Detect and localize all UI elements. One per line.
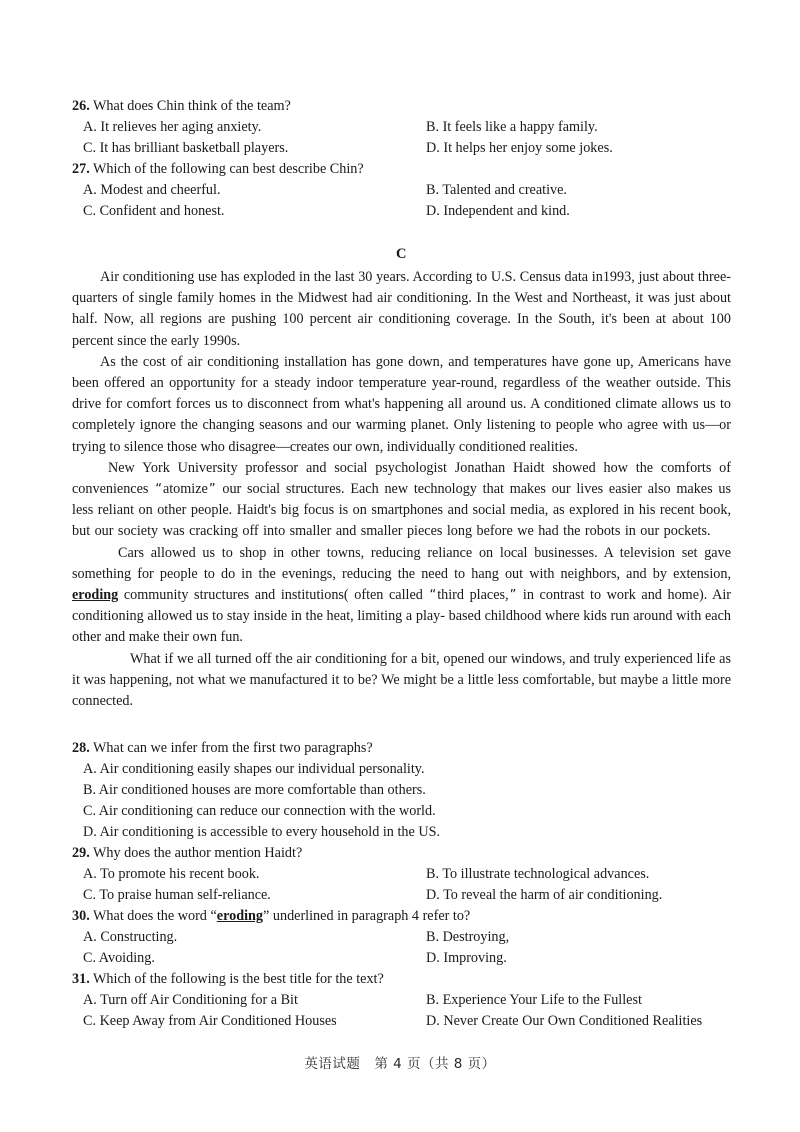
option-key: C. [83,140,97,156]
question-27-number: 27. [72,161,90,177]
question-31-number: 31. [72,971,90,988]
p4-after-2: in contrast to work and home). Air conditioning allowed us to stay inside in the heat, limiting a play- based childhood where kids run around with each other and make their own fun. [72,587,732,646]
option-text: Air conditioning is accessible to every household in the US. [99,824,441,841]
quote-open-icon: “ [210,908,217,925]
option-key: B. [426,119,440,135]
option-text: It has brilliant basketball players. [99,140,289,156]
option-key: D. [426,887,440,904]
question-28 [72,738,731,843]
question-29-number: 29. [72,845,90,862]
question-31-options-row-1 [72,990,731,1011]
question-30 [72,906,731,969]
question-27-option-b[interactable] [426,180,567,201]
question-31 [72,969,731,1032]
question-30-option-a[interactable] [83,927,426,948]
option-text: To praise human self-reliance. [99,887,271,904]
question-31-option-c[interactable] [83,1011,426,1032]
option-key: D. [426,203,440,219]
passage-paragraph-4 [72,543,731,649]
option-text: Never Create Our Own Conditioned Realities [443,1013,703,1030]
passage-questions-gap [72,712,731,738]
option-key: B. [426,992,440,1009]
passage-paragraph-2: As the cost of air conditioning installation has gone down, and temperatures have gone up, Americans have been offered an opportunity for a steady indoor temperature year-round, regardless of the weather outside. This drive for comfort forces us to disconnect from what's happening all around us. A conditioned climate allows us to completely ignore the changing seasons and our warming planet. Only listening to people who agree with us—or trying to silence those who disagree—creates our own, individually conditioned realities. [72,353,731,455]
question-26-option-b[interactable] [426,117,598,138]
option-key: A. [83,866,97,883]
passage-letter-c: C [396,246,407,262]
option-key: B. [426,182,440,198]
option-key: B. [426,866,440,883]
question-31-stem [72,969,731,990]
option-text: Destroying, [442,929,510,946]
question-29-stem [72,843,731,864]
question-31-stem-text: Which of the following is the best title for the text? [93,971,384,988]
passage-paragraph-5: What if we all turned off the air conditioning for a bit, opened our windows, and truly experienced life as it was happening, not what we manufactured it to be? We might be a little less comfortable, but maybe a little more connected. [72,650,731,710]
question-30-option-c[interactable] [83,948,426,969]
option-text: Improving. [443,950,507,967]
question-31-option-d[interactable] [426,1011,702,1032]
option-text: To reveal the harm of air conditioning. [443,887,663,904]
question-26-option-a[interactable] [83,117,426,138]
question-26-options-row-2 [72,138,731,159]
option-key: C. [83,887,97,904]
option-text: Independent and kind. [443,203,570,219]
question-29-option-c[interactable] [83,885,426,906]
page-footer [0,1052,800,1072]
option-key: C. [83,950,97,967]
option-key: D. [426,950,440,967]
question-31-option-a[interactable] [83,990,426,1011]
question-29-option-d[interactable] [426,885,662,906]
question-28-stem-text: What can we infer from the first two paragraphs? [93,740,373,757]
question-26-option-d[interactable] [426,138,613,159]
option-text: To promote his recent book. [100,866,260,883]
option-key: A. [83,119,97,135]
option-text: It relieves her aging anxiety. [100,119,262,135]
option-text: It helps her enjoy some jokes. [443,140,613,156]
option-text: Constructing. [100,929,178,946]
footer-text: 英语试题 第 4 页（共 8 页） [304,1056,496,1072]
question-31-option-b[interactable] [426,990,642,1011]
question-27-option-d[interactable] [426,201,570,222]
question-27-option-c[interactable] [83,201,426,222]
option-text: Avoiding. [98,950,155,967]
p3-before: New York University professor and social psychologist Jonathan Haidt showed how the comforts of conveniences [72,459,731,498]
option-text: Air conditioning can reduce our connection with the world. [98,803,436,820]
quote-open-icon: “ [429,588,437,604]
p4-after-1: community structures and institutions( often called [118,587,429,604]
question-27-options-row-2 [72,201,731,222]
question-29-option-a[interactable] [83,864,426,885]
option-key: B. [83,782,97,799]
p3-after: our social structures. Each new technology that makes our lives easier also makes us less reliant on other people. Haidt's big focus is on smartphones and social media, as explored in his recent book, but our society was cracking off into smaller and smaller pieces long before we had the robots in our pockets. [72,481,731,540]
question-27-stem [72,159,731,180]
question-28-option-c[interactable] [72,801,731,822]
option-key: D. [83,824,97,841]
question-30-stem-before: What does the word [93,908,211,925]
question-27 [72,159,731,222]
question-26-stem [72,96,731,117]
question-27-stem-text: Which of the following can best describe Chin? [93,161,364,177]
passage-paragraph-1: Air conditioning use has exploded in the last 30 years. According to U.S. Census data in1993, just about three-quarters of single family homes in the Midwest had air conditioning. In the West and Northeast, it was just about half. Now, all regions are pushing 100 percent air conditioning coverage. In the South, it's been at about 100 percent since the early 1990s. [72,269,731,349]
quote-open-icon: “ [155,482,162,498]
question-29 [72,843,731,906]
question-29-stem-text: Why does the author mention Haidt? [93,845,303,862]
option-key: C. [83,1013,97,1030]
question-30-number: 30. [72,908,90,925]
option-text: Modest and cheerful. [100,182,221,198]
option-key: D. [426,1013,440,1030]
option-text: Keep Away from Air Conditioned Houses [99,1013,337,1030]
question-28-option-b[interactable] [72,780,731,801]
option-key: C. [83,203,97,219]
question-26-option-c[interactable] [83,138,426,159]
question-30-options-row-2 [72,948,731,969]
quote-close-icon: ” [509,588,517,604]
option-text: Air conditioning easily shapes our individual personality. [99,761,425,778]
question-30-options-row-1 [72,927,731,948]
question-26-number: 26. [72,98,90,114]
question-28-option-a[interactable] [72,759,731,780]
question-28-option-d[interactable] [72,822,731,843]
option-text: Talented and creative. [442,182,567,198]
option-text: It feels like a happy family. [442,119,598,135]
option-key: C. [83,803,97,820]
question-31-options-row-2 [72,1011,731,1032]
option-key: D. [426,140,440,156]
option-key: A. [83,929,97,946]
p4-before: Cars allowed us to shop in other towns, reducing reliance on local businesses. A television set gave something for people to do in the evenings, reducing the need to hang out with neighbors, and by extension, [72,544,731,582]
question-26-stem-text: What does Chin think of the team? [93,98,291,114]
option-text: Confident and honest. [99,203,225,219]
quote-close-icon: ” [208,482,216,498]
question-28-stem [72,738,731,759]
p3-quoted: atomize [162,481,208,498]
option-key: B. [426,929,440,946]
page-content [72,96,731,1032]
option-text: Air conditioned houses are more comfortable than others. [98,782,426,799]
question-27-option-a[interactable] [83,180,426,201]
p4-quoted: third places, [437,587,509,604]
question-26 [72,96,731,159]
question-29-options-row-1 [72,864,731,885]
passage-paragraph-3 [72,458,731,543]
option-text: Experience Your Life to the Fullest [442,992,642,1009]
question-30-stem-after: underlined in paragraph 4 refer to? [269,908,471,925]
option-key: A. [83,182,97,198]
question-29-options-row-2 [72,885,731,906]
question-28-number: 28. [72,740,90,757]
option-text: Turn off Air Conditioning for a Bit [100,992,298,1009]
quote-close-icon: ” [263,908,270,925]
question-30-option-b[interactable] [426,927,509,948]
question-29-option-b[interactable] [426,864,649,885]
eroding-underlined-word: eroding [216,908,264,925]
question-26-options-row-1 [72,117,731,138]
question-27-options-row-1 [72,180,731,201]
option-text: To illustrate technological advances. [442,866,650,883]
option-key: A. [83,761,97,778]
question-30-stem [72,906,731,927]
question-30-option-d[interactable] [426,948,507,969]
option-key: A. [83,992,97,1009]
eroding-underlined-word: eroding [72,587,119,604]
